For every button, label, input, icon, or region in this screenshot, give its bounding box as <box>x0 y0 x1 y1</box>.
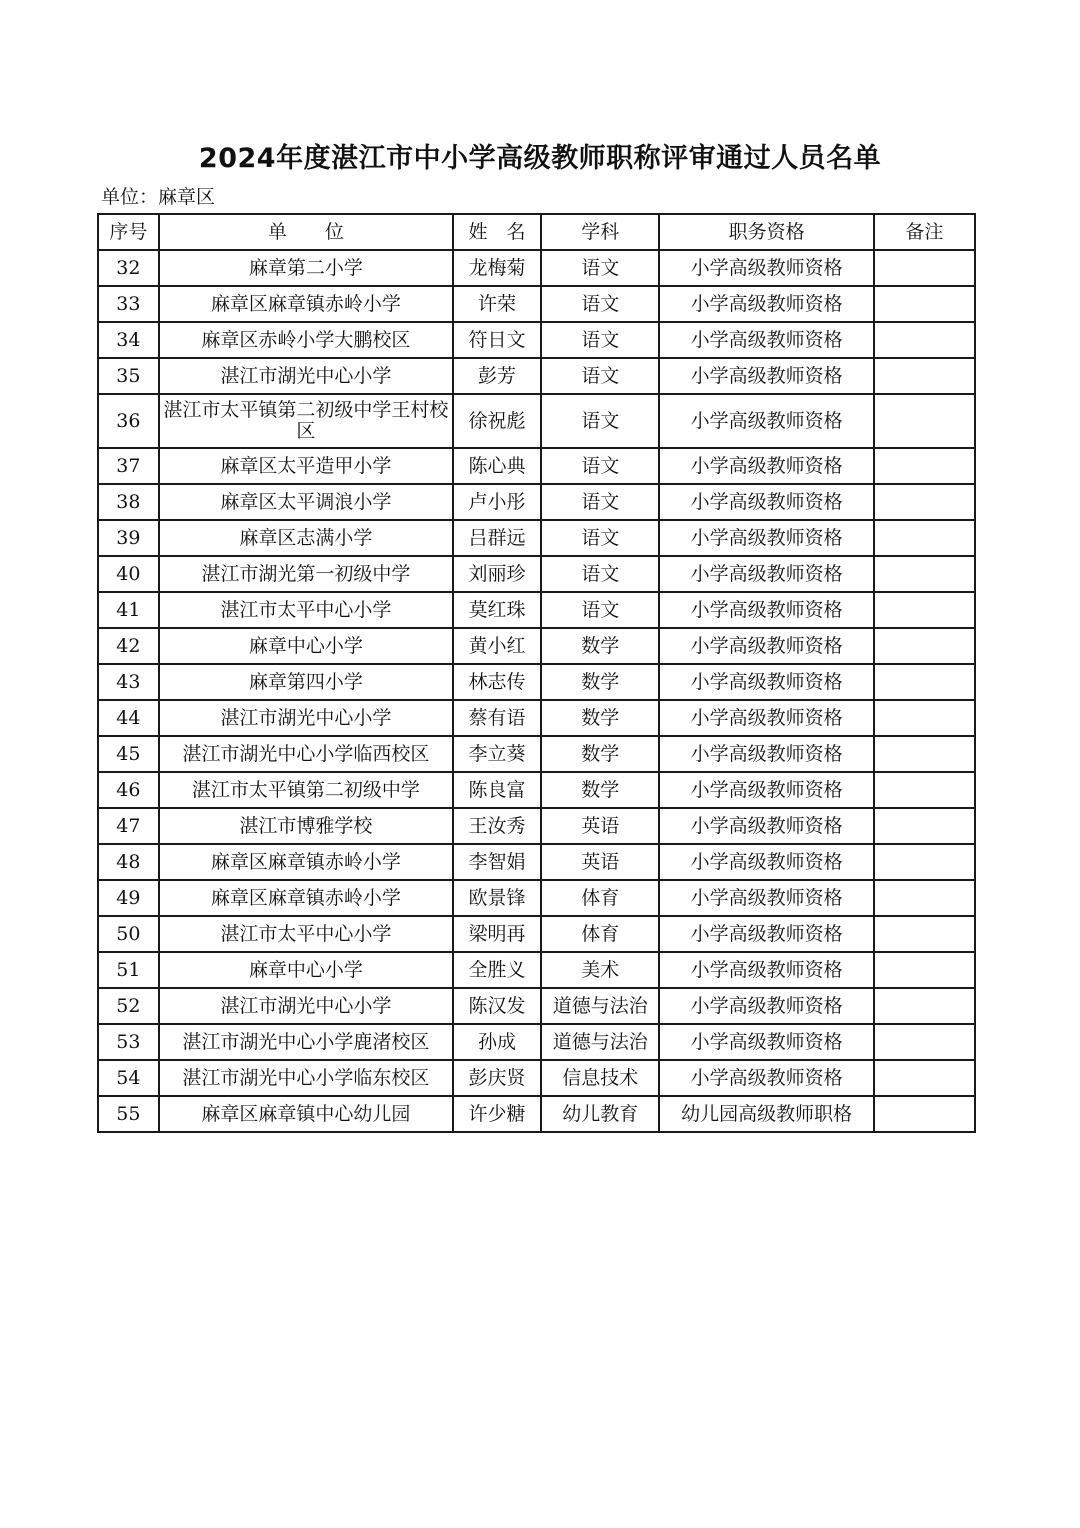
cell-seq: 40 <box>98 556 159 592</box>
cell-subject: 数学 <box>541 736 659 772</box>
cell-name: 林志传 <box>453 664 541 700</box>
cell-unit: 湛江市湖光中心小学临东校区 <box>159 1060 453 1096</box>
table-row <box>98 484 975 520</box>
cell-subject: 英语 <box>541 808 659 844</box>
cell-seq: 54 <box>98 1060 159 1096</box>
cell-qualification: 小学高级教师资格 <box>659 1024 873 1060</box>
cell-qualification: 小学高级教师资格 <box>659 736 873 772</box>
cell-name: 李立葵 <box>453 736 541 772</box>
cell-subject: 道德与法治 <box>541 1024 659 1060</box>
cell-unit: 麻章区太平调浪小学 <box>159 484 453 520</box>
cell-unit: 麻章区太平造甲小学 <box>159 448 453 484</box>
cell-name: 梁明再 <box>453 916 541 952</box>
header-unit: 单 位 <box>159 214 453 250</box>
cell-note <box>874 880 975 916</box>
cell-subject: 语文 <box>541 520 659 556</box>
cell-qualification: 小学高级教师资格 <box>659 700 873 736</box>
cell-seq: 41 <box>98 592 159 628</box>
cell-note <box>874 250 975 286</box>
table-row <box>98 322 975 358</box>
cell-name: 黄小红 <box>453 628 541 664</box>
cell-name: 许荣 <box>453 286 541 322</box>
cell-name: 卢小彤 <box>453 484 541 520</box>
cell-qualification: 小学高级教师资格 <box>659 592 873 628</box>
cell-note <box>874 736 975 772</box>
header-note: 备注 <box>874 214 975 250</box>
table-row <box>98 736 975 772</box>
header-subject: 学科 <box>541 214 659 250</box>
cell-subject: 语文 <box>541 448 659 484</box>
cell-note <box>874 448 975 484</box>
cell-qualification: 小学高级教师资格 <box>659 808 873 844</box>
header-seq: 序号 <box>98 214 159 250</box>
cell-seq: 45 <box>98 736 159 772</box>
table-row <box>98 592 975 628</box>
cell-seq: 39 <box>98 520 159 556</box>
cell-note <box>874 286 975 322</box>
cell-unit: 湛江市太平中心小学 <box>159 916 453 952</box>
table-row <box>98 808 975 844</box>
cell-qualification: 小学高级教师资格 <box>659 394 873 448</box>
cell-note <box>874 952 975 988</box>
cell-note <box>874 772 975 808</box>
cell-name: 徐祝彪 <box>453 394 541 448</box>
header-name: 姓 名 <box>453 214 541 250</box>
cell-qualification: 幼儿园高级教师职格 <box>659 1096 873 1132</box>
cell-seq: 55 <box>98 1096 159 1132</box>
table-row <box>98 448 975 484</box>
cell-unit: 麻章第四小学 <box>159 664 453 700</box>
cell-seq: 43 <box>98 664 159 700</box>
table-row <box>98 844 975 880</box>
table-row <box>98 664 975 700</box>
table-row <box>98 358 975 394</box>
table-row <box>98 880 975 916</box>
cell-subject: 语文 <box>541 394 659 448</box>
table-row <box>98 250 975 286</box>
table-row <box>98 394 975 448</box>
header-row <box>98 214 975 250</box>
cell-name: 蔡有语 <box>453 700 541 736</box>
cell-name: 欧景锋 <box>453 880 541 916</box>
cell-subject: 体育 <box>541 880 659 916</box>
cell-qualification: 小学高级教师资格 <box>659 556 873 592</box>
cell-qualification: 小学高级教师资格 <box>659 664 873 700</box>
table-row <box>98 988 975 1024</box>
cell-name: 孙成 <box>453 1024 541 1060</box>
cell-subject: 语文 <box>541 358 659 394</box>
cell-subject: 数学 <box>541 772 659 808</box>
cell-seq: 36 <box>98 394 159 448</box>
table-row <box>98 1060 975 1096</box>
cell-unit: 麻章中心小学 <box>159 628 453 664</box>
cell-qualification: 小学高级教师资格 <box>659 916 873 952</box>
cell-unit: 湛江市湖光中心小学 <box>159 988 453 1024</box>
cell-name: 全胜义 <box>453 952 541 988</box>
cell-subject: 体育 <box>541 916 659 952</box>
cell-seq: 33 <box>98 286 159 322</box>
cell-name: 彭庆贤 <box>453 1060 541 1096</box>
cell-seq: 48 <box>98 844 159 880</box>
cell-unit: 湛江市太平镇第二初级中学 <box>159 772 453 808</box>
cell-subject: 美术 <box>541 952 659 988</box>
table-row <box>98 952 975 988</box>
cell-qualification: 小学高级教师资格 <box>659 286 873 322</box>
cell-note <box>874 484 975 520</box>
table-row <box>98 700 975 736</box>
cell-name: 吕群远 <box>453 520 541 556</box>
cell-qualification: 小学高级教师资格 <box>659 628 873 664</box>
cell-name: 刘丽珍 <box>453 556 541 592</box>
cell-subject: 道德与法治 <box>541 988 659 1024</box>
cell-unit: 麻章区麻章镇赤岭小学 <box>159 880 453 916</box>
cell-unit: 湛江市湖光中心小学 <box>159 700 453 736</box>
cell-note <box>874 1060 975 1096</box>
cell-note <box>874 556 975 592</box>
cell-seq: 50 <box>98 916 159 952</box>
cell-unit: 麻章区麻章镇中心幼儿园 <box>159 1096 453 1132</box>
cell-qualification: 小学高级教师资格 <box>659 520 873 556</box>
cell-seq: 34 <box>98 322 159 358</box>
cell-seq: 38 <box>98 484 159 520</box>
cell-note <box>874 916 975 952</box>
cell-note <box>874 520 975 556</box>
cell-note <box>874 664 975 700</box>
cell-unit: 湛江市湖光第一初级中学 <box>159 556 453 592</box>
table-row <box>98 916 975 952</box>
cell-subject: 幼儿教育 <box>541 1096 659 1132</box>
cell-note <box>874 988 975 1024</box>
header-qualification: 职务资格 <box>659 214 873 250</box>
cell-seq: 53 <box>98 1024 159 1060</box>
cell-note <box>874 322 975 358</box>
cell-unit: 湛江市太平镇第二初级中学王村校区 <box>159 394 453 448</box>
cell-seq: 32 <box>98 250 159 286</box>
table-row <box>98 286 975 322</box>
cell-seq: 42 <box>98 628 159 664</box>
cell-unit: 湛江市湖光中心小学临西校区 <box>159 736 453 772</box>
cell-subject: 语文 <box>541 592 659 628</box>
cell-subject: 语文 <box>541 556 659 592</box>
cell-name: 陈汉发 <box>453 988 541 1024</box>
unit-line: 单位：麻章区 <box>101 186 216 208</box>
cell-qualification: 小学高级教师资格 <box>659 772 873 808</box>
cell-qualification: 小学高级教师资格 <box>659 1060 873 1096</box>
cell-unit: 麻章第二小学 <box>159 250 453 286</box>
cell-note <box>874 358 975 394</box>
table-row <box>98 1096 975 1132</box>
cell-subject: 语文 <box>541 250 659 286</box>
cell-note <box>874 394 975 448</box>
cell-note <box>874 808 975 844</box>
cell-seq: 51 <box>98 952 159 988</box>
cell-seq: 47 <box>98 808 159 844</box>
cell-qualification: 小学高级教师资格 <box>659 484 873 520</box>
cell-subject: 英语 <box>541 844 659 880</box>
table-row <box>98 628 975 664</box>
cell-note <box>874 700 975 736</box>
cell-name: 许少糖 <box>453 1096 541 1132</box>
cell-name: 李智娟 <box>453 844 541 880</box>
cell-unit: 麻章区麻章镇赤岭小学 <box>159 844 453 880</box>
cell-seq: 35 <box>98 358 159 394</box>
cell-unit: 麻章区赤岭小学大鹏校区 <box>159 322 453 358</box>
cell-unit: 麻章中心小学 <box>159 952 453 988</box>
cell-seq: 37 <box>98 448 159 484</box>
cell-qualification: 小学高级教师资格 <box>659 844 873 880</box>
cell-subject: 数学 <box>541 628 659 664</box>
cell-qualification: 小学高级教师资格 <box>659 988 873 1024</box>
table-row <box>98 1024 975 1060</box>
cell-unit: 麻章区麻章镇赤岭小学 <box>159 286 453 322</box>
cell-note <box>874 1096 975 1132</box>
cell-name: 陈心典 <box>453 448 541 484</box>
cell-subject: 语文 <box>541 322 659 358</box>
roster-table <box>97 213 976 1133</box>
cell-seq: 52 <box>98 988 159 1024</box>
cell-seq: 49 <box>98 880 159 916</box>
cell-note <box>874 1024 975 1060</box>
cell-unit: 麻章区志满小学 <box>159 520 453 556</box>
cell-seq: 44 <box>98 700 159 736</box>
cell-note <box>874 592 975 628</box>
cell-unit: 湛江市太平中心小学 <box>159 592 453 628</box>
cell-qualification: 小学高级教师资格 <box>659 448 873 484</box>
cell-name: 陈良富 <box>453 772 541 808</box>
cell-name: 王汝秀 <box>453 808 541 844</box>
cell-qualification: 小学高级教师资格 <box>659 952 873 988</box>
cell-unit: 湛江市湖光中心小学鹿渚校区 <box>159 1024 453 1060</box>
cell-subject: 语文 <box>541 484 659 520</box>
cell-name: 符日文 <box>453 322 541 358</box>
cell-unit: 湛江市湖光中心小学 <box>159 358 453 394</box>
cell-name: 彭芳 <box>453 358 541 394</box>
cell-subject: 语文 <box>541 286 659 322</box>
cell-qualification: 小学高级教师资格 <box>659 322 873 358</box>
cell-seq: 46 <box>98 772 159 808</box>
table-row <box>98 520 975 556</box>
cell-name: 龙梅菊 <box>453 250 541 286</box>
cell-qualification: 小学高级教师资格 <box>659 880 873 916</box>
cell-subject: 信息技术 <box>541 1060 659 1096</box>
table-row <box>98 772 975 808</box>
cell-unit: 湛江市博雅学校 <box>159 808 453 844</box>
cell-subject: 数学 <box>541 664 659 700</box>
cell-qualification: 小学高级教师资格 <box>659 358 873 394</box>
cell-note <box>874 628 975 664</box>
cell-name: 莫红珠 <box>453 592 541 628</box>
cell-subject: 数学 <box>541 700 659 736</box>
cell-note <box>874 844 975 880</box>
document-title: 2024年度湛江市中小学高级教师职称评审通过人员名单 <box>198 143 882 174</box>
table-row <box>98 556 975 592</box>
cell-qualification: 小学高级教师资格 <box>659 250 873 286</box>
